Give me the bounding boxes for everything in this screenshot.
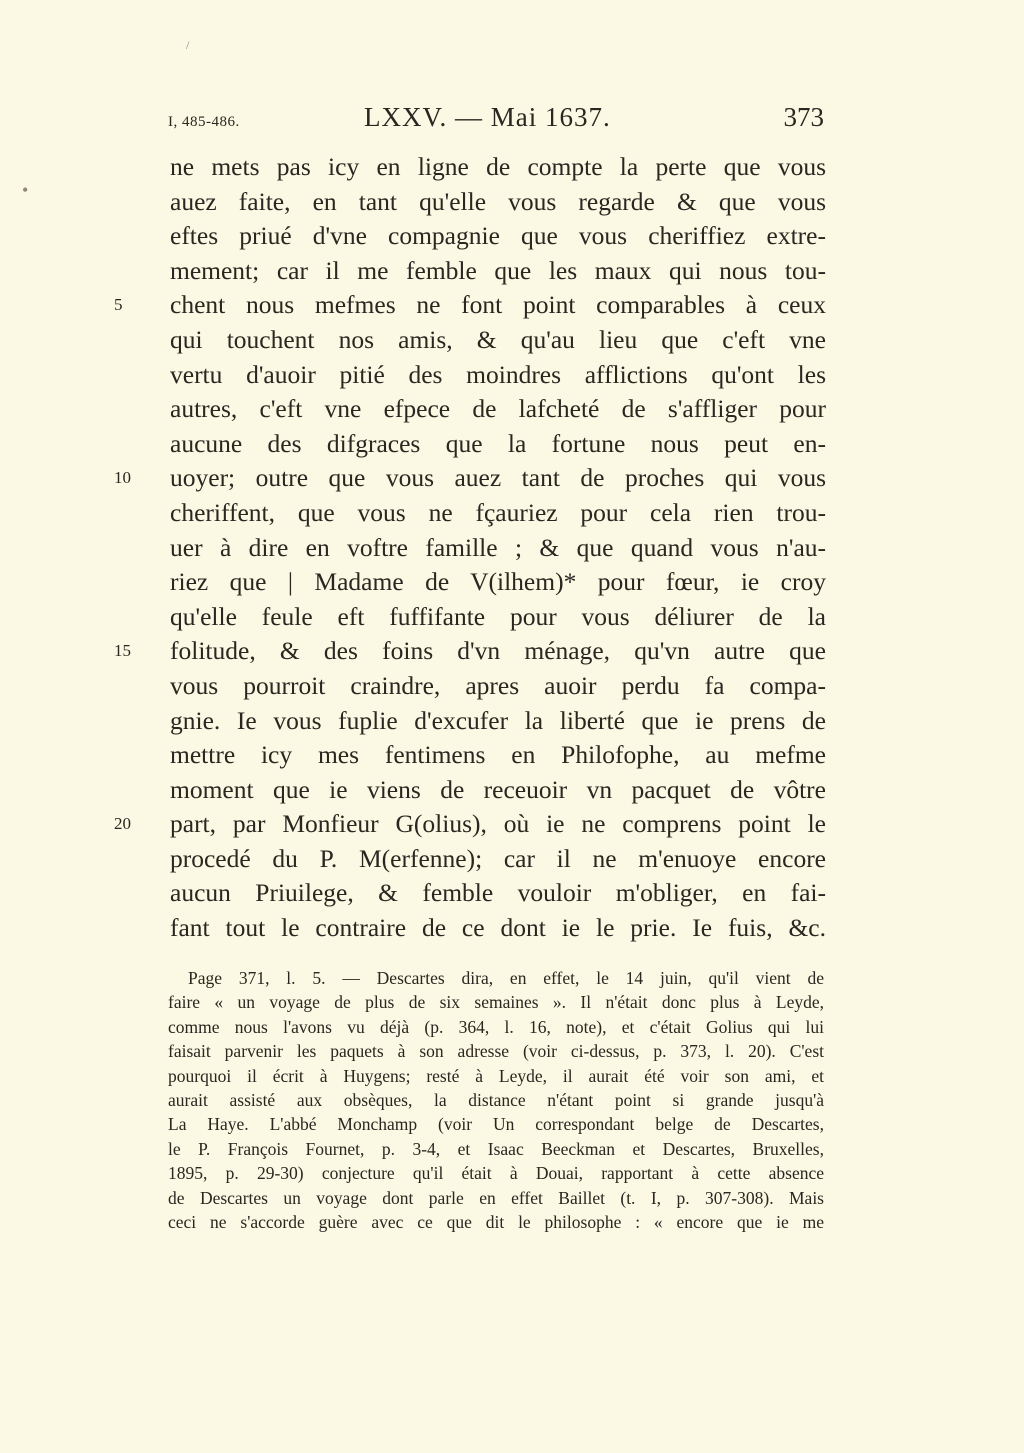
- text-line: [170, 323, 826, 358]
- note-line: La Haye. L'abbé Monchamp (voir Un correspondant belge de Descartes,: [168, 1114, 824, 1135]
- text-line: [170, 669, 826, 704]
- line-text: procedé du P. M(erfenne); car il ne m'enuoye encore: [170, 843, 826, 873]
- note-line: de Descartes un voyage dont parle en effet Baillet (t. I, p. 307-308). Mais: [168, 1187, 824, 1208]
- page-number: 373: [783, 102, 824, 132]
- line-text: mement; car il me femble que les maux qui nous tou-: [170, 255, 826, 285]
- line-text: part, par Monfieur G(olius), où ie ne comprens point le: [170, 809, 826, 839]
- text-line: [114, 288, 826, 323]
- text-line: [114, 807, 826, 842]
- line-text: qu'elle feule eft fuffifante pour vous déliurer de la: [170, 601, 826, 631]
- text-line: [170, 911, 826, 946]
- text-line: [170, 600, 826, 635]
- note-line: pourquoi il écrit à Huygens; resté à Leyde, il aurait été voir son ami, et: [168, 1065, 824, 1086]
- text-line: [170, 531, 826, 566]
- letter-title: LXXV. — Mai 1637.: [364, 102, 611, 132]
- line-text: uoyer; outre que vous auez tant de proches qui vous: [170, 463, 826, 493]
- line-text: riez que | Madame de V(ilhem)* pour fœur, ie croy: [170, 567, 826, 597]
- line-text: qui touchent nos amis, & qu'au lieu que c'eft vne: [170, 324, 826, 354]
- note-line: comme nous l'avons vu déjà (p. 364, l. 16, note), et c'était Golius qui lui: [168, 1016, 824, 1037]
- running-header: [168, 100, 824, 140]
- editorial-notes: [168, 966, 824, 1234]
- text-line: [170, 876, 826, 911]
- line-text: uer à dire en voftre famille ; & que quand vous n'au-: [170, 532, 826, 562]
- text-line: [170, 254, 826, 289]
- note-line: faire « un voyage de plus de six semaines ». Il n'était donc plus à Leyde,: [168, 992, 824, 1013]
- line-text: vertu d'auoir pitié des moindres afflictions qu'ont les: [170, 359, 826, 389]
- line-text: eftes priué d'vne compagnie que vous cheriffiez extre-: [170, 221, 826, 251]
- line-text: mettre icy mes fentimens en Philofophe, au mefme: [170, 740, 826, 770]
- line-text: moment que ie viens de receuoir vn pacquet de vôtre: [170, 774, 826, 804]
- line-text: vous pourroit craindre, apres auoir perdu fa compa-: [170, 670, 826, 700]
- note-line: ceci ne s'accorde guère avec ce que dit le philosophe : « encore que ie me: [168, 1211, 824, 1232]
- letter-body: [114, 150, 826, 946]
- text-line: [114, 461, 826, 496]
- line-text: aucun Priuilege, & femble vouloir m'obliger, en fai-: [170, 878, 826, 908]
- paper-speck: •: [22, 180, 29, 200]
- text-line: [170, 842, 826, 877]
- line-text: auez faite, en tant qu'elle vous regarde & que vous: [170, 186, 826, 216]
- line-text: aucune des difgraces que la fortune nous peut en-: [170, 428, 826, 458]
- line-number: 10: [114, 468, 131, 488]
- paper-speck: /: [186, 38, 190, 52]
- text-line: [170, 427, 826, 462]
- text-line: [170, 150, 826, 185]
- text-line: [170, 496, 826, 531]
- line-text: fant tout le contraire de ce dont ie le prie. Ie fuis, &c.: [170, 913, 826, 943]
- text-line: [114, 634, 826, 669]
- text-line: [170, 392, 826, 427]
- line-text: gnie. Ie vous fuplie d'excufer la liberté que ie prens de: [170, 705, 826, 735]
- line-text: autres, c'eft vne efpece de lafcheté de s'affliger pour: [170, 394, 826, 424]
- note-line: le P. François Fournet, p. 3-4, et Isaac Beeckman et Descartes, Bruxelles,: [168, 1138, 824, 1159]
- line-text: ne mets pas icy en ligne de compte la perte que vous: [170, 152, 826, 181]
- note-line: aurait assisté aux obsèques, la distance n'étant point si grande jusqu'à: [168, 1089, 824, 1110]
- note-line: faisait parvenir les paquets à son adresse (voir ci-dessus, p. 373, l. 20). C'est: [168, 1041, 824, 1062]
- note-line: Page 371, l. 5. — Descartes dira, en effet, le 14 juin, qu'il vient de: [188, 968, 824, 988]
- text-line: [170, 219, 826, 254]
- text-line: [170, 738, 826, 773]
- text-line: [170, 565, 826, 600]
- line-text: chent nous mefmes ne font point comparables à ceux: [170, 290, 826, 320]
- line-text: folitude, & des foins d'vn ménage, qu'vn autre que: [170, 636, 826, 666]
- text-line: [170, 185, 826, 220]
- line-number: 5: [114, 295, 123, 315]
- line-number: 20: [114, 814, 131, 834]
- note-line: 1895, p. 29-30) conjecture qu'il était à Douai, rapportant à cette absence: [168, 1163, 824, 1184]
- text-line: [170, 358, 826, 393]
- line-number: 15: [114, 641, 131, 661]
- volume-reference: I, 485-486.: [168, 114, 240, 130]
- line-text: cheriffent, que vous ne fçauriez pour cela rien trou-: [170, 497, 826, 527]
- text-line: [170, 704, 826, 739]
- text-line: [170, 773, 826, 808]
